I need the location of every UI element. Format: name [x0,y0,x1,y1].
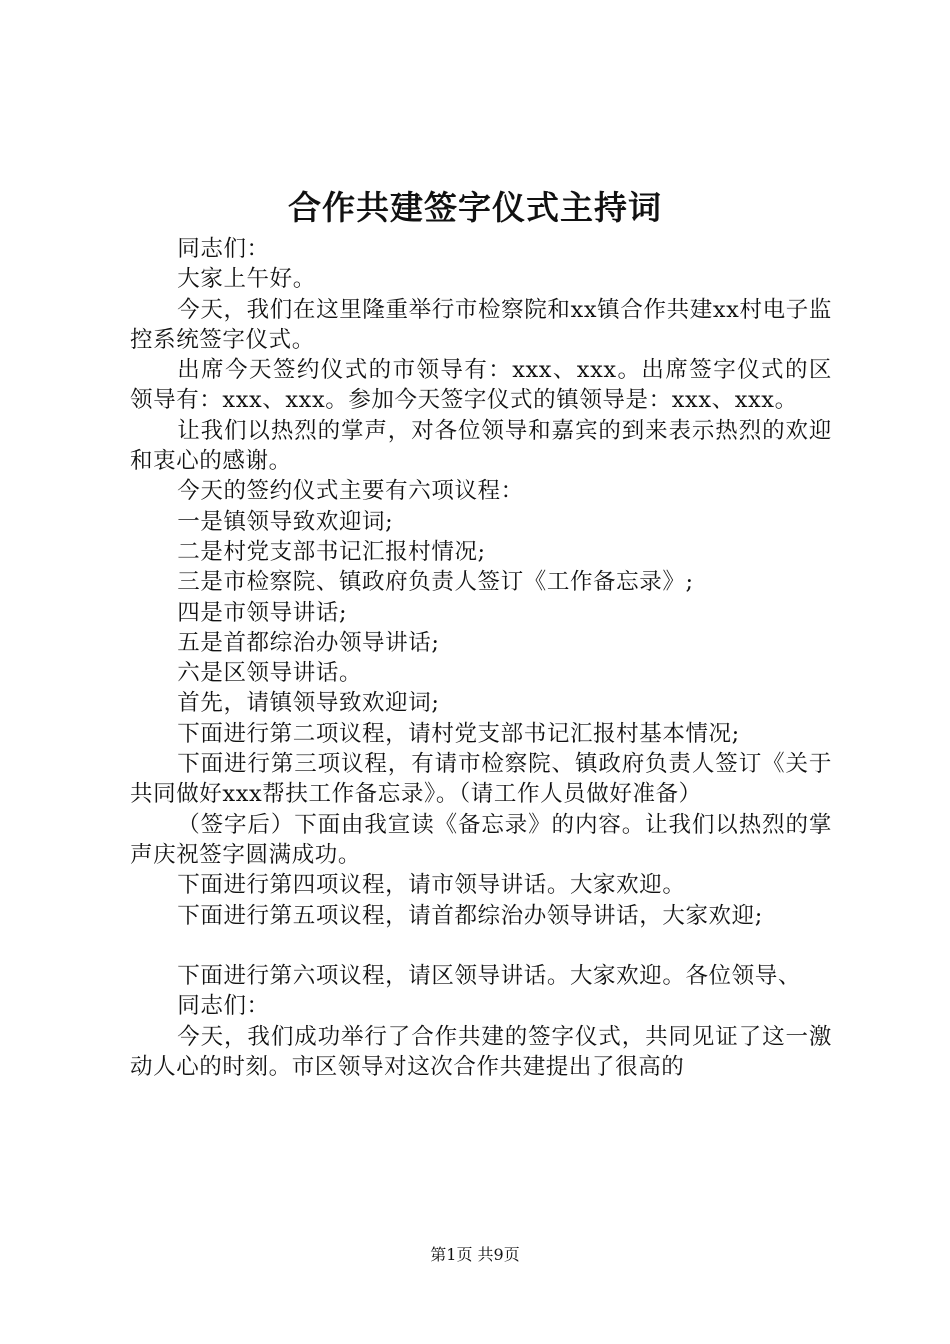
agenda-item-4: 四是市领导讲话; [177,599,348,626]
paragraph-after-signing: （签字后）下面由我宣读《备忘录》的内容。让我们以热烈的掌声庆祝签字圆满成功。 [130,811,832,868]
paragraph-salutation-closing: 同志们： [177,993,270,1020]
paragraph-sixth-item: 下面进行第六项议程，请区领导讲话。大家欢迎。各位领导、 [177,963,801,990]
paragraph-fifth-item: 下面进行第五项议程，请首都综治办领导讲话，大家欢迎; [177,902,763,929]
paragraph-applause: 让我们以热烈的掌声，对各位领导和嘉宾的到来表示热烈的欢迎和衷心的感谢。 [130,417,832,475]
blank-line [130,931,832,961]
paragraph-agenda-intro: 今天的签约仪式主要有六项议程： [177,478,524,505]
paragraph-first-item: 首先，请镇领导致欢迎词; [177,690,440,717]
document-title: 合作共建签字仪式主持词 [288,188,662,227]
paragraph-attendees: 出席今天签约仪式的市领导有：xxx、xxx。出席签字仪式的区领导有：xxx、xxx。参加今天签字仪式的镇领导是：xxx、xxx。 [130,357,832,414]
paragraph-closing: 今天，我们成功举行了合作共建的签字仪式，共同见证了这一激动人心的时刻。市区领导对这次合作共建提出了很高的 [130,1023,832,1081]
paragraph-fourth-item: 下面进行第四项议程，请市领导讲话。大家欢迎。 [177,872,686,899]
agenda-item-6: 六是区领导讲话。 [177,660,363,687]
paragraph-greeting: 大家上午好。 [177,266,316,293]
agenda-item-5: 五是首都综治办领导讲话; [177,629,440,656]
agenda-item-1: 一是镇领导致欢迎词; [177,508,394,535]
paragraph-opening: 今天，我们在这里隆重举行市检察院和xx镇合作共建xx村电子监控系统签字仪式。 [130,296,832,353]
agenda-item-3: 三是市检察院、镇政府负责人签订《工作备忘录》; [177,569,694,596]
agenda-item-2: 二是村党支部书记汇报村情况; [177,538,486,565]
paragraph-second-item: 下面进行第二项议程，请村党支部书记汇报村基本情况; [177,720,740,747]
paragraph-third-item: 下面进行第三项议程，有请市检察院、镇政府负责人签订《关于共同做好xxx帮扶工作备忘录》。（请工作人员做好准备） [130,751,832,808]
document-body [130,234,832,1082]
page-indicator: 第1页 共9页 [430,1245,520,1264]
paragraph-salutation: 同志们： [177,236,270,262]
